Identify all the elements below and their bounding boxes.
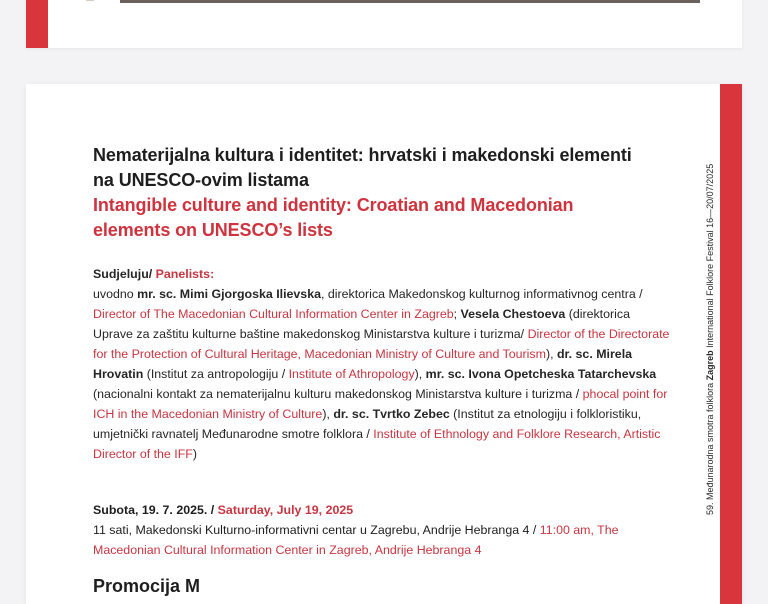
red-accent-bar — [720, 84, 742, 604]
event-date: Subota, 19. 7. 2025. / Saturday, July 19, 2025 — [93, 503, 354, 517]
event-location: 11 sati, Makedonski Kulturno-informativni centar u Zagrebu, Andrije Hebranga 4 / 11:00 am, The Macedonian Cultural Information Center in Zagreb, Andrije Hebranga 4 — [93, 523, 619, 557]
festival-vertical-label: 59. Međunarodna smotra folklora Zagreb International Folklore Festival 16—20/07/2025 — [705, 163, 715, 515]
panelists-heading: Sudjeluju/ Panelists: — [93, 267, 215, 281]
previous-card — [26, 0, 742, 48]
photo-fragment — [86, 0, 94, 1]
panelists-paragraph: Sudjeluju/ Panelists: uvodno mr. sc. Mimi Gjorgoska Ilievska, direktorica Makedonskog kulturnog informativnog centra / Director of The Macedonian Cultural Information Center in Zagreb; Vesela Chestoeva (direktorica Uprave za zaštitu kulturne baštine makedonskog Ministarstva kulture i turizma/ Director of the Directorate for the Protection of Cultural Heritage, Macedonian Ministry of Culture and Tourism), dr. sc. Mirela Hrovatin (Institut za antropologiju / Institute of Athropology), mr. sc. Ivona Opetcheska Tatarchevska (nacionalni kontakt za nematerijalnu kulturu makedonskog Ministarstva kulture i turizma / phocal point for ICH in the Macedonian Ministry of Culture), dr. sc. Tvrtko Zebec (Institut za etnologiju i folkloristiku, umjetnički ravnatelj Međunarodne smotre folklora / Institute of Ethnology and Folklore Research, Artistic Director of the IFF) — [93, 264, 673, 464]
red-accent-bar — [26, 0, 48, 48]
next-event-title: Promocija M — [93, 576, 201, 596]
title-croatian: Nematerijalna kultura i identitet: hrvatski i makedonski elementi na UNESCO-ovim listama — [93, 145, 632, 190]
event-details — [93, 500, 673, 560]
event-title — [93, 143, 653, 243]
title-english: Intangible culture and identity: Croatian and Macedonian elements on UNESCO’s lists — [93, 195, 574, 240]
photo-bottom-edge — [120, 0, 700, 3]
